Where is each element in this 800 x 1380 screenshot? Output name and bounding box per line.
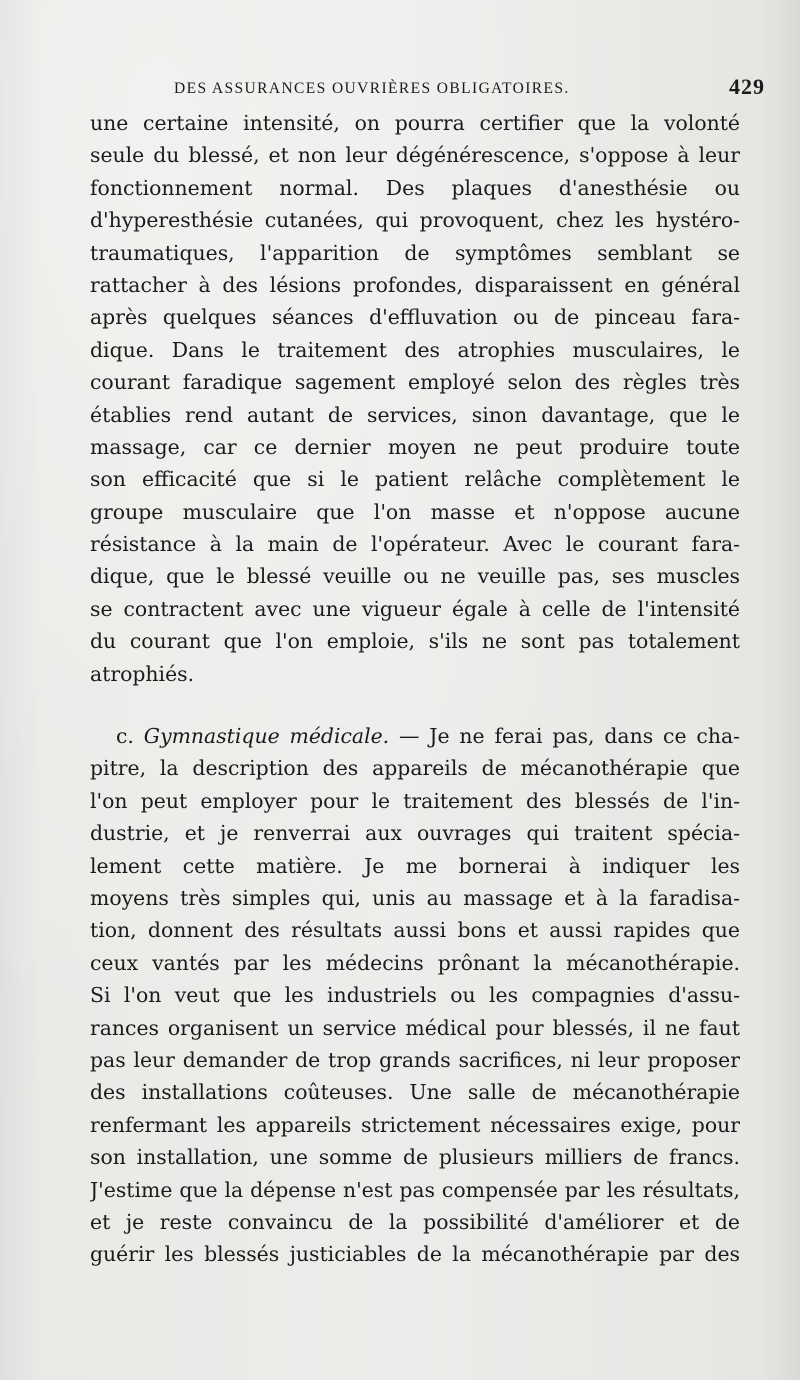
text-line: courant faradique sagement employé selon des règles très	[90, 370, 740, 395]
text-line: fonctionnement normal. Des plaques d'anesthésie ou	[90, 175, 740, 200]
text-line: dique. Dans le traitement des atrophies musculaires, le	[90, 337, 740, 362]
text-line: rattacher à des lésions profondes, disparaissent en général	[90, 272, 740, 297]
text-line: son efficacité que si le patient relâche complètement le	[90, 467, 740, 492]
page-number: 429	[729, 74, 765, 99]
text-line: J'estime que la dépense n'est pas compensée par les résultats,	[90, 1177, 740, 1202]
text-line: après quelques séances d'effluvation ou de pinceau fara-	[90, 305, 740, 330]
text-line: tion, donnent des résultats aussi bons et aussi rapides que	[90, 918, 740, 943]
text-line: des installations coûteuses. Une salle de mécanothérapie	[90, 1080, 740, 1105]
body-text	[90, 107, 740, 1271]
text-line: pas leur demander de trop grands sacrifices, ni leur proposer	[90, 1047, 740, 1072]
section-title: Gymnastique médicale.	[143, 724, 390, 749]
section-heading-line	[90, 720, 740, 752]
text-line: ceux vantés par les médecins prônant la mécanothérapie.	[90, 950, 740, 975]
text-line: moyens très simples qui, unis au massage et à la faradisa-	[90, 885, 740, 910]
section-marker: c.	[116, 724, 134, 749]
text-line: rances organisent un service médical pour blessés, il ne faut	[90, 1015, 740, 1040]
text-line: dique, que le blessé veuille ou ne veuille pas, ses muscles	[90, 564, 740, 589]
text-line: traumatiques, l'apparition de symptômes semblant se	[90, 240, 740, 265]
text-line: seule du blessé, et non leur dégénérescence, s'oppose à leur	[90, 143, 740, 168]
text-line: du courant que l'on emploie, s'ils ne sont pas totalement	[90, 629, 740, 654]
page-header	[80, 72, 765, 106]
text-line: renfermant les appareils strictement nécessaires exige, pour	[90, 1112, 740, 1137]
text-line: d'hyperesthésie cutanées, qui provoquent, chez les hystéro-	[90, 208, 740, 233]
text-line: établies rend autant de services, sinon davantage, que le	[90, 402, 740, 427]
text-line: l'on peut employer pour le traitement des blessés de l'in-	[90, 788, 740, 813]
text-line: groupe musculaire que l'on masse et n'oppose aucune	[90, 499, 740, 524]
running-head: DES ASSURANCES OUVRIÈRES OBLIGATOIRES.	[174, 80, 570, 97]
text-line: et je reste convaincu de la possibilité d'améliorer et de	[90, 1209, 740, 1234]
text-line: son installation, une somme de plusieurs milliers de francs.	[90, 1145, 740, 1170]
paragraph-continuation	[90, 107, 740, 690]
text-line: massage, car ce dernier moyen ne peut produire toute	[90, 434, 740, 459]
text-line: lement cette matière. Je me bornerai à indiquer les	[90, 853, 740, 878]
paragraph-gap	[90, 690, 740, 720]
section-first-line-text: — Je ne ferai pas, dans ce cha-	[399, 724, 740, 749]
text-line: guérir les blessés justiciables de la mécanothérapie par des	[90, 1242, 740, 1267]
text-line: résistance à la main de l'opérateur. Avec le courant fara-	[90, 532, 740, 557]
text-line: pitre, la description des appareils de mécanothérapie que	[90, 756, 740, 781]
text-line: une certaine intensité, on pourra certifier que la volonté	[90, 111, 740, 135]
section-gymnastique-medicale	[90, 720, 740, 1271]
text-line: se contractent avec une vigueur égale à celle de l'intensité	[90, 596, 740, 621]
text-line: Si l'on veut que les industriels ou les compagnies d'assu-	[90, 983, 740, 1008]
text-line: dustrie, et je renverrai aux ouvrages qui traitent spécia-	[90, 821, 740, 846]
text-line: atrophiés.	[90, 661, 195, 686]
